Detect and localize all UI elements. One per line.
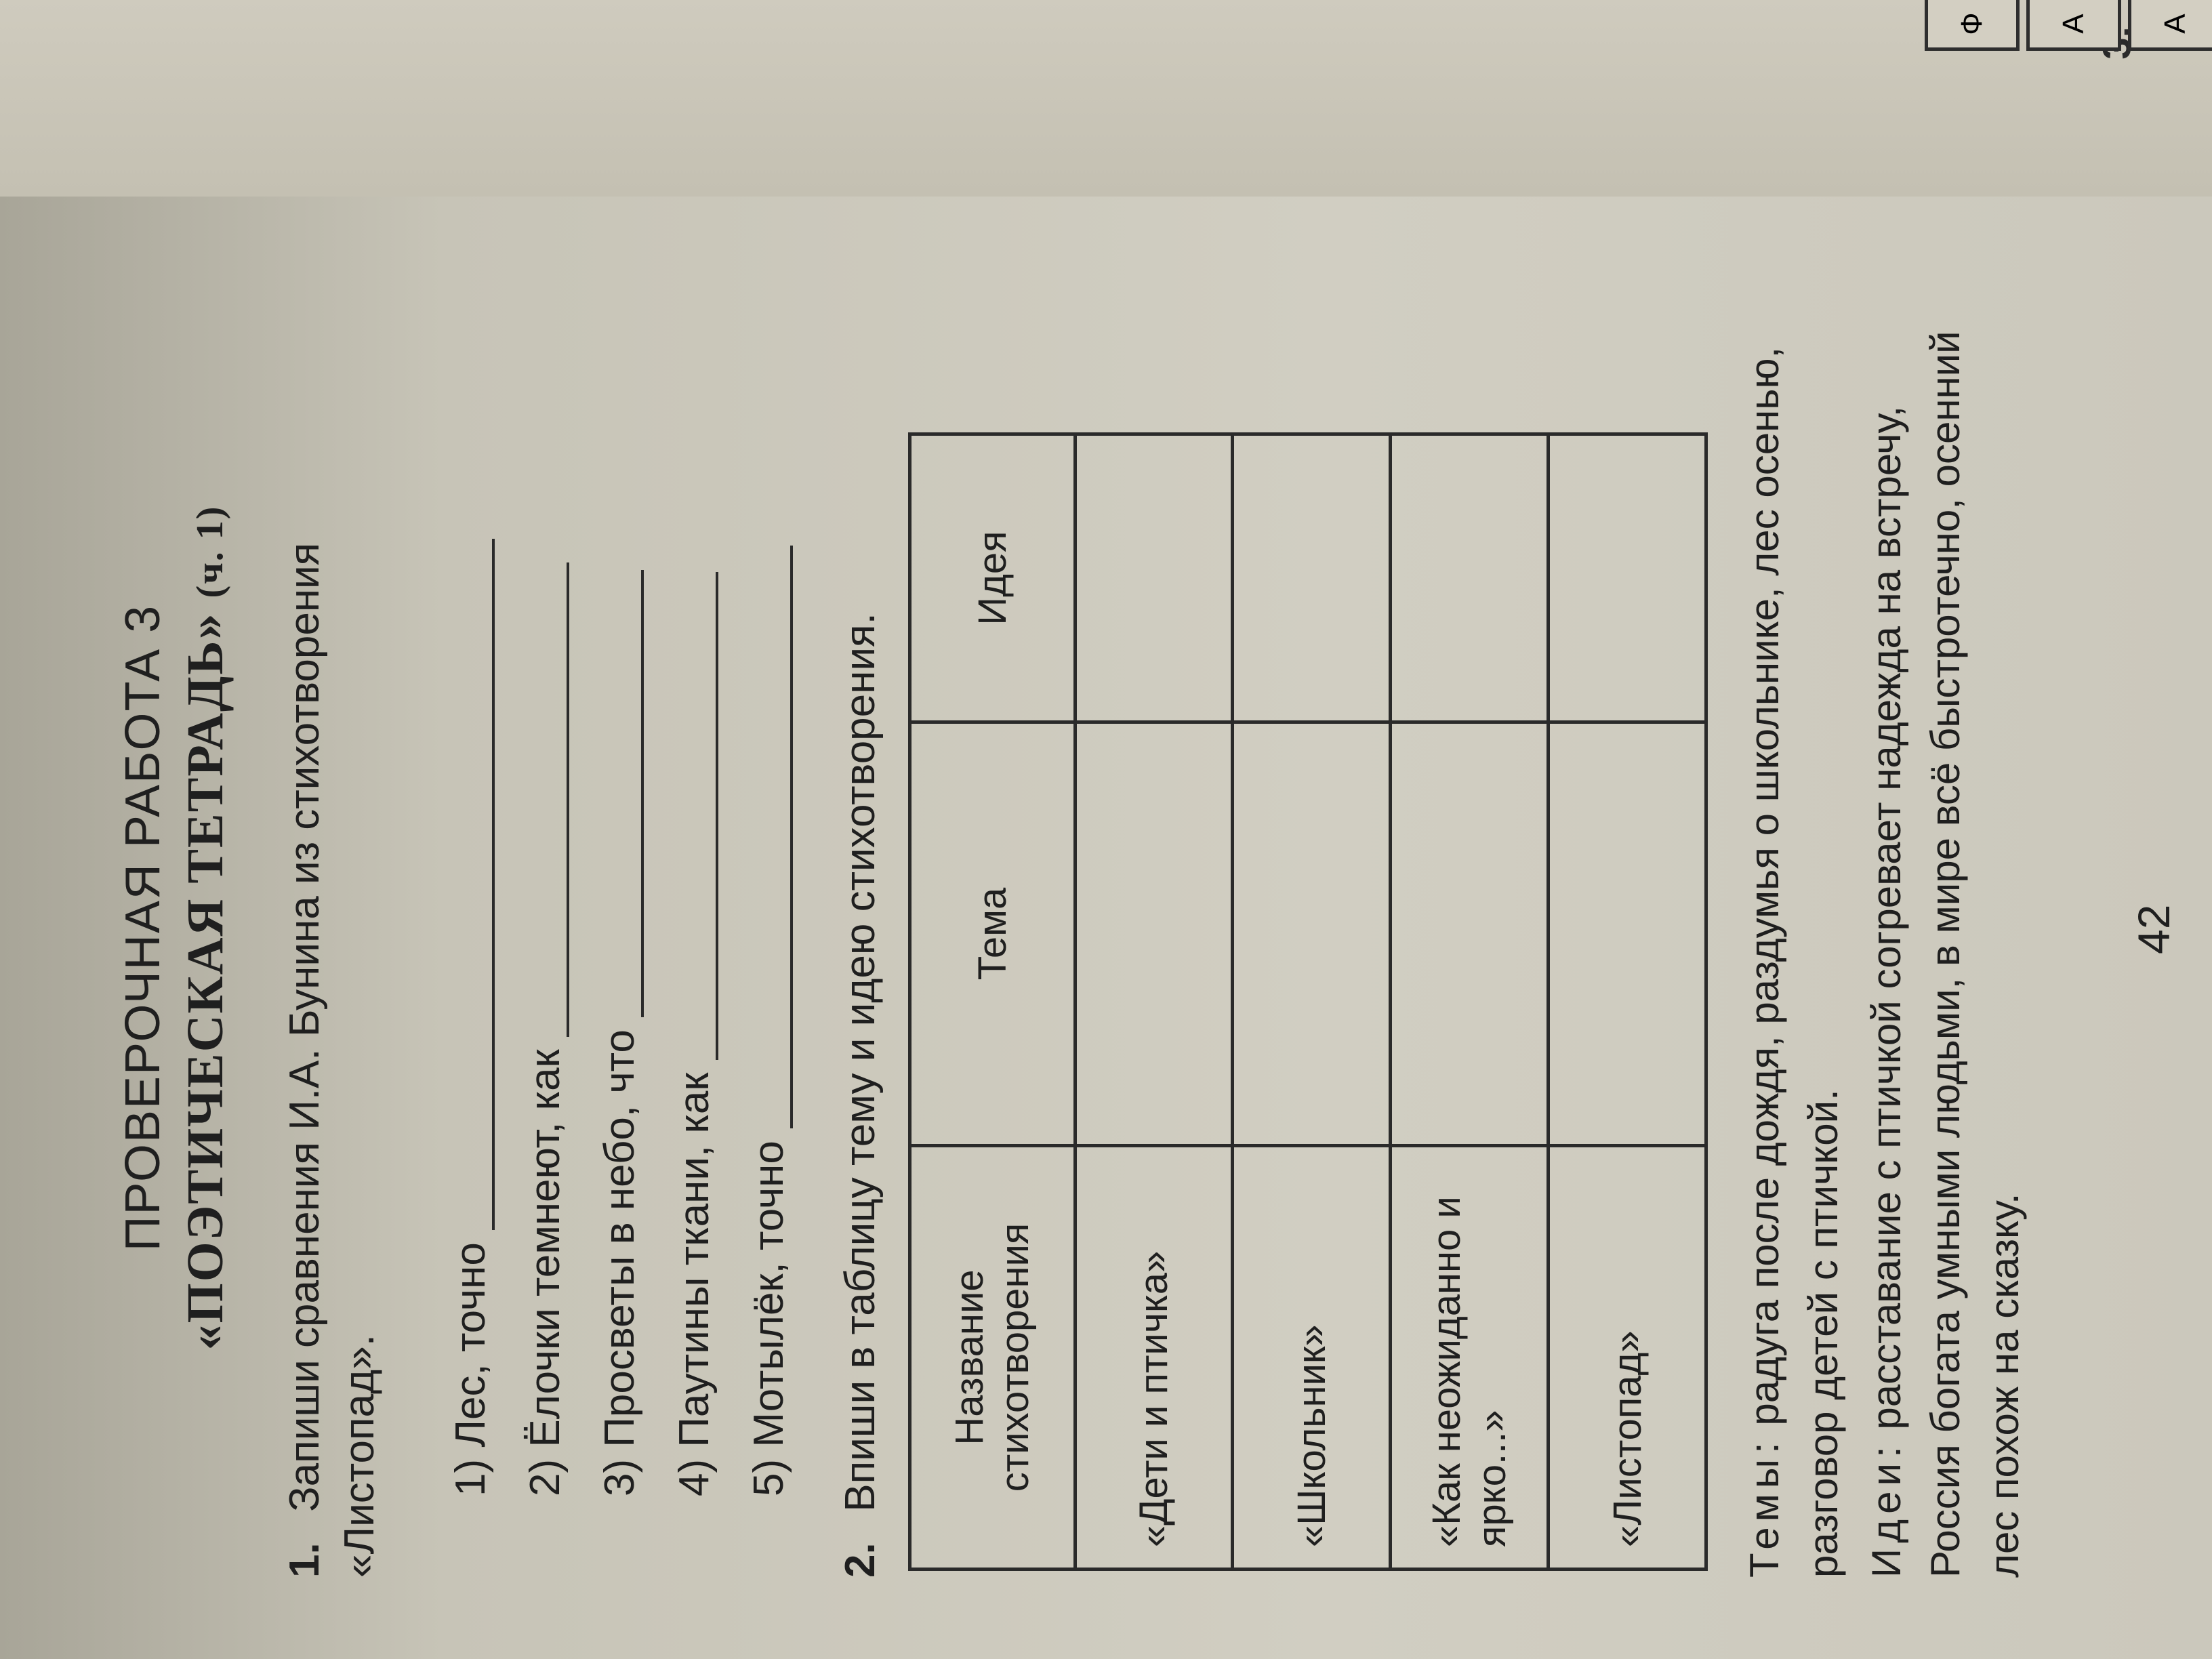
answer-line[interactable] xyxy=(600,570,644,1017)
comparison-item-text: 5) Мотылёк, точно xyxy=(745,1141,792,1496)
task-2-text: Впиши в таблицу тему и идею стихотворения. xyxy=(837,613,884,1512)
comparison-item-text: 2) Ёлочки темнеют, как xyxy=(522,1049,569,1496)
task-2 xyxy=(834,613,888,1578)
table-row xyxy=(1233,434,1391,1570)
answer-line[interactable] xyxy=(526,562,569,1037)
answer-box xyxy=(1925,0,2020,51)
notebook-part: (ч. 1) xyxy=(189,505,231,598)
column-header-theme: Тема xyxy=(910,722,1076,1146)
theme-cell[interactable] xyxy=(1075,722,1233,1146)
table-row xyxy=(1549,434,1706,1570)
answer-box-letter: А xyxy=(2057,14,2090,34)
comparison-item xyxy=(718,539,793,1496)
idea-cell[interactable] xyxy=(1233,434,1391,722)
answer-line[interactable] xyxy=(750,546,793,1128)
answer-line[interactable] xyxy=(451,539,495,1230)
workbook-page xyxy=(0,197,2212,1659)
ideas-paragraph xyxy=(1857,290,2034,1578)
comparison-item-text: 1) Лес, точно xyxy=(447,1242,494,1496)
theme-cell[interactable] xyxy=(1549,722,1706,1146)
page-number: 42 xyxy=(2129,904,2179,954)
comparison-item xyxy=(420,539,495,1496)
theme-cell[interactable] xyxy=(1391,722,1549,1146)
table-header-row xyxy=(910,434,1076,1570)
comparison-item xyxy=(495,539,569,1496)
poem-title-cell: «Школьник» xyxy=(1233,1146,1391,1570)
answer-box-letter: А xyxy=(2158,14,2192,34)
themes-text: радуга после дождя, раздумья о школьнике, лес осенью, разговор детей с птичкой. xyxy=(1742,346,1846,1578)
themes-paragraph xyxy=(1735,290,1853,1578)
task-1 xyxy=(278,290,387,1578)
column-header-idea: Идея xyxy=(910,434,1076,722)
ideas-label: Идеи: xyxy=(1864,1441,1909,1578)
answer-box xyxy=(2026,0,2121,51)
idea-cell[interactable] xyxy=(1075,434,1233,722)
page-content xyxy=(0,197,2212,1659)
answer-line[interactable] xyxy=(675,572,718,1060)
theme-idea-table xyxy=(908,432,1708,1571)
task-1-number: 1. xyxy=(281,1542,328,1578)
poem-title-cell: «Листопад» xyxy=(1549,1146,1706,1570)
ideas-text: расставание с птичкой согревает надежда на встречу, Россия богата умными людьми, в мире всё быстротечно, осенний лес похож на сказку. xyxy=(1864,331,2027,1578)
column-header-title: Название стихотворения xyxy=(910,1146,1076,1570)
comparison-item xyxy=(569,539,644,1496)
answer-box-letter: Ф xyxy=(1955,12,1988,35)
notebook-title xyxy=(176,197,235,1659)
task-2-number: 2. xyxy=(837,1542,884,1578)
idea-cell[interactable] xyxy=(1391,434,1549,722)
comparison-item-text: 4) Паутины ткани, как xyxy=(671,1072,718,1496)
idea-cell[interactable] xyxy=(1549,434,1706,722)
poem-title-cell: «Как неожиданно и ярко...» xyxy=(1391,1146,1549,1570)
task-1-text: Запиши сравнения И.А. Бунина из стихотворения «Листопад». xyxy=(281,542,383,1578)
comparison-item xyxy=(644,539,718,1496)
previous-page xyxy=(0,0,2212,197)
work-title: ПРОВЕРОЧНАЯ РАБОТА 3 xyxy=(116,604,170,1252)
poem-title-cell: «Дети и птичка» xyxy=(1075,1146,1233,1570)
table-row xyxy=(1391,434,1549,1570)
theme-cell[interactable] xyxy=(1233,722,1391,1146)
answer-box xyxy=(2128,0,2212,51)
notebook-title-text: «ПОЭТИЧЕСКАЯ ТЕТРАДЬ» xyxy=(177,612,234,1351)
comparison-list xyxy=(420,539,793,1496)
table-row xyxy=(1075,434,1233,1570)
themes-label: Темы: xyxy=(1742,1437,1787,1578)
comparison-item-text: 3) Просветы в небо, что xyxy=(596,1029,643,1496)
